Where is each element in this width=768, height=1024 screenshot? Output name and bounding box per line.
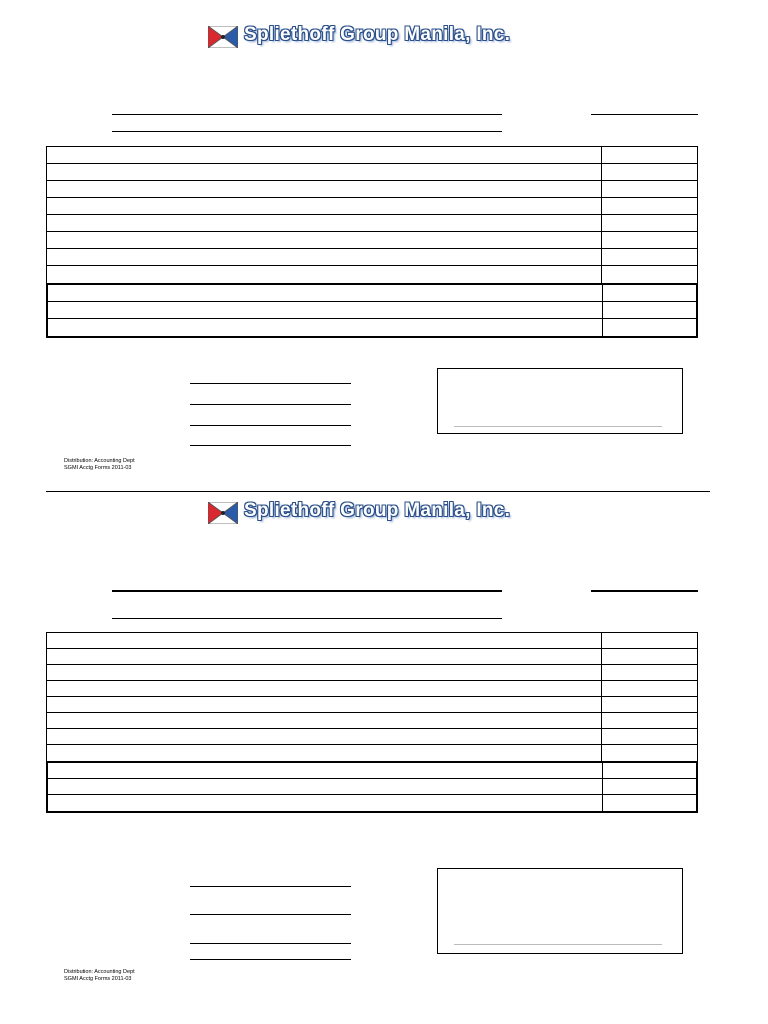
table-row[interactable] bbox=[47, 681, 697, 697]
footer-distribution: Distribution: Accounting Dept bbox=[64, 969, 135, 975]
amount-cell[interactable] bbox=[603, 302, 696, 318]
table-row[interactable] bbox=[47, 745, 697, 761]
amount-cell[interactable] bbox=[603, 779, 696, 794]
flag-icon bbox=[208, 26, 238, 48]
table-row[interactable] bbox=[47, 198, 697, 215]
company-logo bbox=[208, 502, 538, 528]
table-row[interactable] bbox=[47, 147, 697, 164]
signature-line-2[interactable] bbox=[190, 914, 351, 915]
amount-cell[interactable] bbox=[602, 665, 697, 680]
description-cell[interactable] bbox=[47, 147, 602, 163]
amount-cell[interactable] bbox=[602, 745, 697, 761]
signature-line-2[interactable] bbox=[190, 404, 351, 405]
footer-form-code: SGMI Acctg Forms 2011-03 bbox=[64, 465, 132, 471]
table-row[interactable] bbox=[47, 649, 697, 665]
entries-table bbox=[46, 146, 698, 338]
description-cell[interactable] bbox=[48, 319, 603, 336]
amount-cell[interactable] bbox=[602, 198, 697, 214]
description-cell[interactable] bbox=[47, 181, 602, 197]
company-logo bbox=[208, 26, 538, 52]
signature-line-1[interactable] bbox=[190, 886, 351, 887]
table-row[interactable] bbox=[47, 633, 697, 649]
description-cell[interactable] bbox=[47, 713, 602, 728]
amount-cell[interactable] bbox=[603, 285, 696, 301]
company-name: Spliethoff Group Manila, Inc. bbox=[244, 500, 511, 521]
header-date-line[interactable] bbox=[591, 114, 698, 115]
table-row[interactable] bbox=[47, 164, 697, 181]
amount-cell[interactable] bbox=[602, 697, 697, 712]
description-cell[interactable] bbox=[47, 249, 602, 265]
description-cell[interactable] bbox=[47, 729, 602, 744]
header-line-1[interactable] bbox=[112, 114, 502, 115]
table-row[interactable] bbox=[47, 713, 697, 729]
totals-row[interactable] bbox=[48, 779, 696, 795]
header-line-1[interactable] bbox=[112, 590, 502, 592]
totals-section bbox=[46, 761, 698, 813]
signature-line-1[interactable] bbox=[190, 383, 351, 384]
table-row[interactable] bbox=[47, 215, 697, 232]
amount-cell[interactable] bbox=[602, 215, 697, 231]
amount-cell[interactable] bbox=[602, 147, 697, 163]
table-row[interactable] bbox=[47, 729, 697, 745]
signature-line-4[interactable] bbox=[190, 959, 351, 960]
amount-cell[interactable] bbox=[602, 249, 697, 265]
flag-icon bbox=[208, 502, 238, 524]
description-cell[interactable] bbox=[47, 665, 602, 680]
table-row[interactable] bbox=[47, 181, 697, 198]
approval-box-line bbox=[454, 944, 662, 945]
amount-cell[interactable] bbox=[602, 681, 697, 696]
totals-row[interactable] bbox=[48, 763, 696, 779]
table-row[interactable] bbox=[47, 266, 697, 283]
description-cell[interactable] bbox=[48, 779, 603, 794]
amount-cell[interactable] bbox=[602, 713, 697, 728]
amount-cell[interactable] bbox=[602, 164, 697, 180]
totals-row[interactable] bbox=[48, 302, 696, 319]
header-line-2[interactable] bbox=[112, 618, 502, 619]
signature-line-3[interactable] bbox=[190, 425, 351, 426]
totals-row[interactable] bbox=[48, 319, 696, 336]
amount-cell[interactable] bbox=[602, 633, 697, 648]
approval-box[interactable] bbox=[437, 868, 683, 954]
company-name: Spliethoff Group Manila, Inc. bbox=[244, 24, 511, 45]
amount-cell[interactable] bbox=[603, 795, 696, 811]
amount-cell[interactable] bbox=[602, 181, 697, 197]
description-cell[interactable] bbox=[48, 795, 603, 811]
description-cell[interactable] bbox=[47, 164, 602, 180]
form-divider bbox=[46, 491, 710, 492]
description-cell[interactable] bbox=[48, 763, 603, 778]
footer-form-code: SGMI Acctg Forms 2011-03 bbox=[64, 976, 132, 982]
description-cell[interactable] bbox=[47, 266, 602, 283]
amount-cell[interactable] bbox=[602, 729, 697, 744]
description-cell[interactable] bbox=[47, 232, 602, 248]
description-cell[interactable] bbox=[48, 285, 603, 301]
description-cell[interactable] bbox=[47, 745, 602, 761]
totals-section bbox=[46, 283, 698, 338]
description-cell[interactable] bbox=[47, 215, 602, 231]
header-date-line[interactable] bbox=[591, 590, 698, 592]
description-cell[interactable] bbox=[47, 649, 602, 664]
amount-cell[interactable] bbox=[602, 266, 697, 283]
totals-row[interactable] bbox=[48, 285, 696, 302]
description-cell[interactable] bbox=[47, 198, 602, 214]
signature-line-4[interactable] bbox=[190, 445, 351, 446]
table-row[interactable] bbox=[47, 665, 697, 681]
amount-cell[interactable] bbox=[602, 232, 697, 248]
description-cell[interactable] bbox=[48, 302, 603, 318]
signature-line-3[interactable] bbox=[190, 943, 351, 944]
entries-table bbox=[46, 632, 698, 813]
amount-cell[interactable] bbox=[603, 763, 696, 778]
form-footer bbox=[64, 458, 135, 472]
description-cell[interactable] bbox=[47, 681, 602, 696]
header-line-2[interactable] bbox=[112, 131, 502, 132]
footer-distribution: Distribution: Accounting Dept bbox=[64, 458, 135, 464]
approval-box-line bbox=[454, 426, 662, 427]
totals-row[interactable] bbox=[48, 795, 696, 811]
form-footer bbox=[64, 969, 135, 983]
approval-box[interactable] bbox=[437, 368, 683, 434]
table-row[interactable] bbox=[47, 697, 697, 713]
description-cell[interactable] bbox=[47, 633, 602, 648]
amount-cell[interactable] bbox=[603, 319, 696, 336]
description-cell[interactable] bbox=[47, 697, 602, 712]
amount-cell[interactable] bbox=[602, 649, 697, 664]
table-row[interactable] bbox=[47, 232, 697, 249]
table-row[interactable] bbox=[47, 249, 697, 266]
